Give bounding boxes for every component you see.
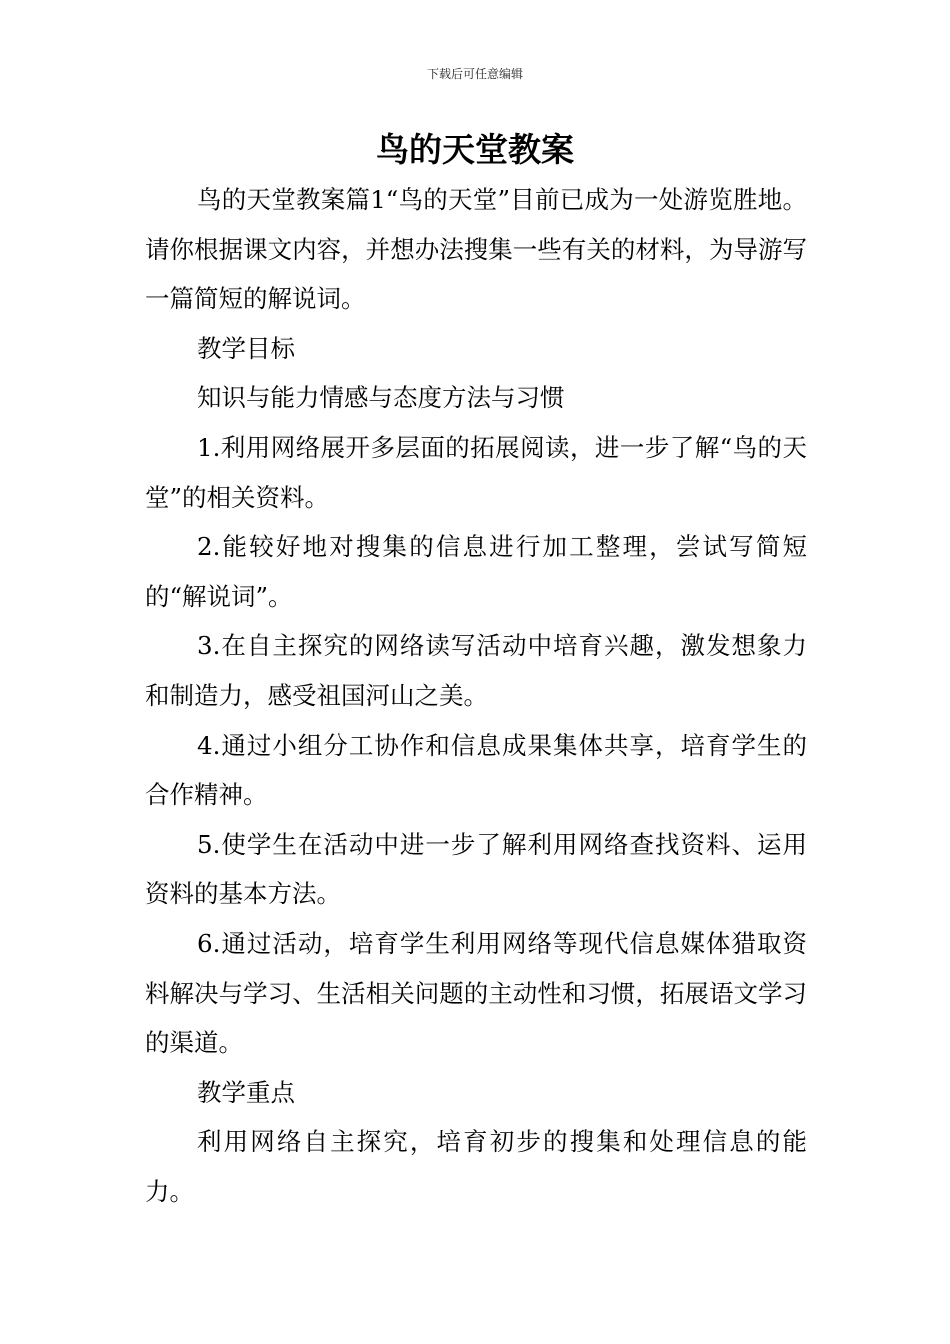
paragraph-key-points: 利用网络自主探究，培育初步的搜集和处理信息的能力。 — [145, 1127, 807, 1206]
list-item-objective-2: 2.能较好地对搜集的信息进行加工整理，尝试写简短的“解说词”。 — [145, 532, 807, 611]
paragraph-objective-categories: 知识与能力情感与态度方法与习惯 — [197, 383, 565, 413]
list-item-objective-6: 6.通过活动，培育学生利用网络等现代信息媒体猎取资料解决与学习、生活相关问题的主动性和习惯，拓展语文学习的渠道。 — [145, 928, 807, 1058]
section-heading-objectives: 教学目标 — [197, 333, 295, 363]
document-title: 鸟的天堂教案 — [376, 130, 574, 169]
list-item-objective-3: 3.在自主探究的网络读写活动中培育兴趣，激发想象力和制造力，感受祖国河山之美。 — [145, 631, 807, 710]
list-item-objective-1: 1.利用网络展开多层面的拓展阅读，进一步了解“鸟的天堂”的相关资料。 — [145, 432, 807, 512]
document-body — [145, 175, 807, 1216]
paragraph-intro: 鸟的天堂教案篇1“鸟的天堂”目前已成为一处游览胜地。请你根据课文内容，并想办法搜集一些有关的材料，为导游写一篇简短的解说词。 — [145, 185, 807, 314]
list-item-objective-4: 4.通过小组分工协作和信息成果集体共享，培育学生的合作精神。 — [145, 730, 807, 810]
list-item-objective-5: 5.使学生在活动中进一步了解利用网络查找资料、运用资料的基本方法。 — [145, 829, 807, 909]
header-note: 下载后可任意编辑 — [426, 67, 523, 81]
section-heading-key-points: 教学重点 — [197, 1077, 295, 1107]
